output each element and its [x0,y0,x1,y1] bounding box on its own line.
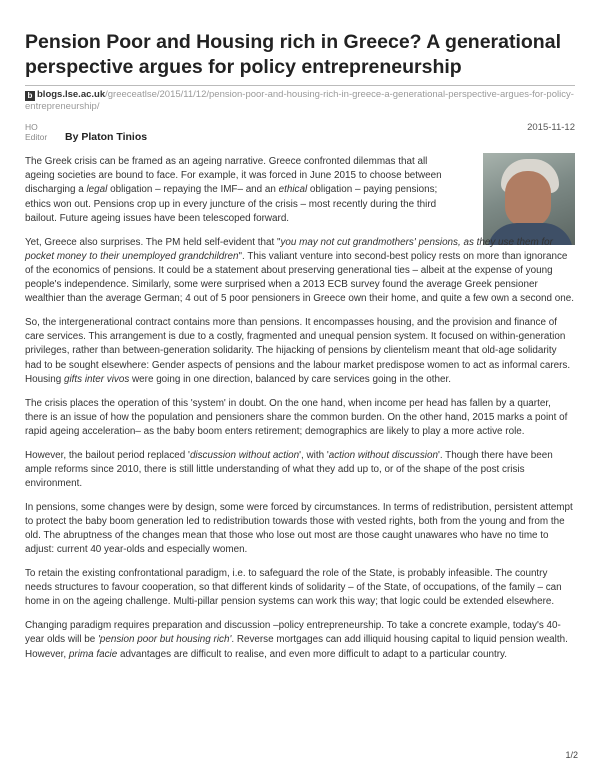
paragraph [25,316,575,387]
text-run: obligation – paying pensions; ethics won out. Pensions crop up in every juncture of the crisis – most recently during the third bailout. Future ageing issues have been telescoped forward. [25,184,438,224]
emphasis-text: legal [86,184,108,196]
text-run: ". This valiant venture into second-best policy rests on more than ignorance of the economics of pensions. It could be a statement about preserving generational ties – albeit at the expense of young people's independence. Similarly, some were surprised when a 2013 ECB survey found the average Greek pensioner wealthier than the average German; 4 out of 5 poor pensioners in Greece own their home, and quite a few own a second one. [25,250,574,305]
paragraph [25,397,575,440]
article-body [25,155,575,671]
paragraph [25,501,575,558]
page-number: 1/2 [565,750,578,760]
text-run: advantages are difficult to realise, and even more difficult to adapt to a particular country. [117,648,507,660]
text-run: To retain the existing confrontational paradigm, i.e. to safeguard the role of the State, is probably infeasible. The country needs structures to favour cooperation, so that different kinds of solidarity – of the State, of occupations, of the family – can home in on the ageing challenge. Multi-pillar pension systems can work this way; that logic could be extended elsewhere. [25,568,562,608]
text-run: The crisis places the operation of this 'system' in doubt. On the one hand, when income per head has fallen by a quarter, there is an issue of how the population and pensioners share the common burden. On the other hand, 2015 marks a point of rapid ageing acceleration– as the baby boom enters retirement; demographics are likely to play a more active role. [25,397,568,437]
text-run: '. Though there have been ample reforms since 2010, there is still little understanding of what they add up to, or of the shape of the post crisis environment. [25,449,553,490]
text-run: However, the bailout period replaced ' [25,449,190,461]
post-date: 2015-11-12 [527,122,575,133]
source-domain[interactable]: blogs.lse.ac.uk [37,89,106,100]
blog-logo-icon: b [25,91,35,101]
text-run: In pensions, some changes were by design, some were forced by circumstances. In terms of redistribution, persistent attempt to protect the baby boom generation led to redistribution towards those with vested rights, both from the young and from the old. The abruptness of the changes mean that those who lose out most are those caught unawares who have no time to adjust: current 40 year-olds and especially women. [25,501,573,556]
emphasis-text: action without discussion [328,449,438,461]
paragraph [25,236,575,307]
emphasis-text: gifts inter vivos [63,373,130,385]
text-run: . Reverse mortgages can add illiquid housing capital to liquid pension wealth. However, [25,634,568,660]
emphasis-text: you may not cut grandmothers' pensions, as they use them for pocket money to their unemployed grandchildren [25,236,553,262]
source-path[interactable]: /greeceatlse/2015/11/12/pension-poor-and-housing-rich-in-greece-a-generational-perspective-argues-for-policy-entrepreneurship/ [25,89,574,112]
paragraph [25,155,450,226]
text-run: were going in one direction, balanced by care services going in the other. [129,373,451,385]
text-run: obligation – repaying the IMF– and an [107,184,279,196]
emphasis-text: ethical [278,184,308,196]
emphasis-text: prima facie [68,648,118,660]
post-tag: HO Editor [25,122,48,142]
source-url-line [25,85,575,113]
paragraph [25,619,575,662]
text-run: Yet, Greece also surprises. The PM held self-evident that " [25,236,281,248]
text-run: So, the intergenerational contract contains more than pensions. It encompasses housing, and the provision and finance of care services. This arrangement is due to a costly, fragmented and unequal pension system. It focused on within-generation privileges, rather than between-generation solidarity. The hijacking of pensions by clientelism meant that old-age solidarity had to be sought elsewhere: Gender aspects of pensions and the labour market predispose women to act as informal carers. Housing [25,317,571,385]
emphasis-text: 'pension poor but housing rich' [98,634,232,646]
text-run: Changing paradigm requires preparation and discussion –policy entrepreneurship. To take a concrete example, today's 40-year olds will be [25,620,561,646]
text-run: The Greek crisis can be framed as an ageing narrative. Greece confronted dilemmas that all ageing societies are bound to face. For example, it was forced in June 2015 to choose between discharging a [25,156,442,196]
article-title: Pension Poor and Housing rich in Greece? A generational perspective argues for policy entrepreneurship [25,31,561,78]
article-meta [25,122,575,148]
paragraph [25,449,575,492]
text-run: ', with ' [299,449,329,461]
author-byline: By Platon Tinios [65,131,148,143]
emphasis-text: discussion without action [189,449,300,461]
paragraph [25,567,575,610]
